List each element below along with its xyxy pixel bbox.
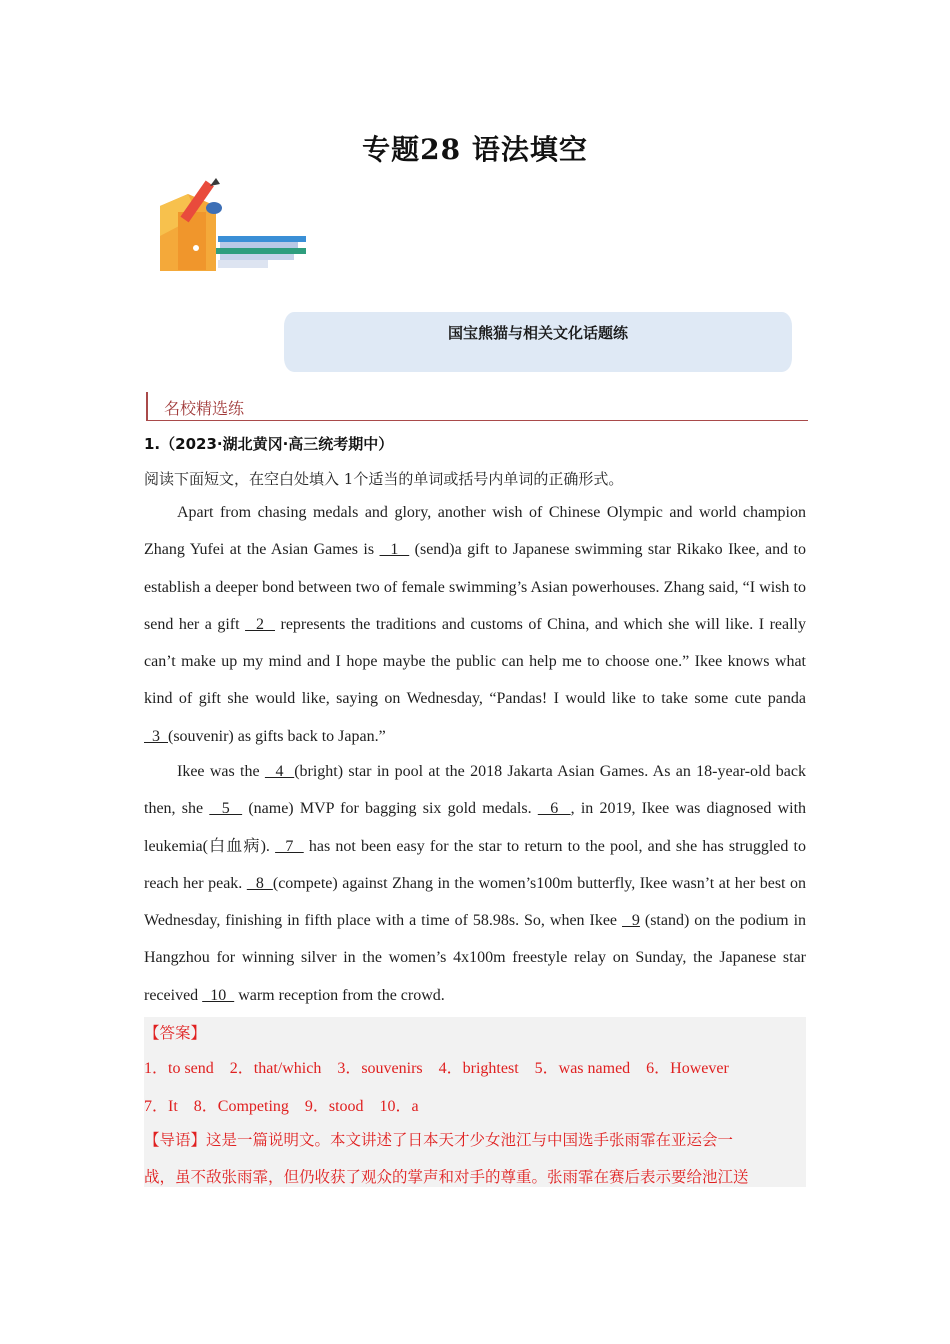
blank-10: 10	[202, 986, 235, 1004]
blank-2: 2	[245, 615, 276, 633]
topic-banner	[284, 312, 792, 372]
passage-paragraph-2	[144, 753, 806, 1014]
answer-key-line-1: 1．to send 2．that/which 3．souvenirs 4．brightest 5．was named 6．However	[144, 1060, 729, 1077]
passage-text: (souvenir) as gifts back to Japan.”	[168, 727, 386, 745]
answer-key-line-2: 7．It 8．Competing 9．stood 10．a	[144, 1098, 419, 1115]
passage-text: (send)a gift to Japanese swimming star Rikako Ikee, and to establish a deeper bond between two of female swimming’s Asian powerhouses. Zhang said, “I wish to send her a gift	[144, 541, 807, 633]
answer-section	[144, 1017, 806, 1187]
passage-text: represents the traditions and customs of China, and which she will like. I really can’t make up my mind and I hope maybe the public can help me to choose one.” Ikee knows what kind of gift she would like, saying on Wednesday, “Pandas! I would like to take some cute panda	[144, 615, 806, 708]
passage-text: Ikee was the	[177, 763, 265, 780]
passage-text: (bright) star in pool at the 2018 Jakarta Asian Games. As an 18-year-old back then, she	[144, 763, 807, 818]
section-title: 名校精选练	[164, 399, 245, 418]
books-pencil-illustration	[158, 176, 308, 272]
topic-banner-text: 国宝熊猫与相关文化话题练	[447, 324, 628, 342]
answer-label: 【答案】	[144, 1024, 207, 1042]
blank-6: 6	[537, 800, 571, 818]
blank-4: 4	[264, 763, 295, 780]
passage-text: (stand) on the podium in Hangzhou for winning silver in the women’s 4x100m freestyle relay on Sunday, the Japanese star received	[144, 912, 807, 1004]
passage-text: (compete) against Zhang in the women’s100m butterfly, Ikee wasn’t at her best on Wednesday, finishing in fifth place with a time of 58.98s. So, when Ikee	[144, 874, 807, 930]
passage-text: Apart from chasing medals and glory, another wish of Chinese Olympic and world champion Zhang Yufei at the Asian Games is	[144, 504, 806, 559]
section-header	[146, 392, 808, 421]
passage-text: warm reception from the crowd.	[234, 986, 445, 1004]
question-instruction: 阅读下面短文，在空白处填入 1个适当的单词或括号内单词的正确形式。	[144, 470, 624, 488]
blank-9: 9	[622, 912, 640, 930]
page-title: 专题28 语法填空	[362, 133, 588, 166]
blank-5: 5	[209, 800, 243, 818]
passage-text: (name) MVP for bagging six gold medals.	[242, 800, 538, 818]
blank-1: 1	[379, 541, 410, 559]
passage-text: has not been easy for the star to return to the pool, and she has struggled to reach her peak.	[144, 837, 806, 892]
passage-text: , in 2019, Ikee was diagnosed with leukemia(白血病).	[144, 800, 807, 855]
question-heading: 1.（2023·湖北黄冈·高三统考期中）	[144, 435, 394, 453]
guide-text-line-1: 【导语】这是一篇说明文。本文讲述了日本天才少女池江与中国选手张雨霏在亚运会一	[144, 1131, 734, 1149]
blank-3: 3	[144, 727, 168, 745]
blank-7: 7	[275, 837, 304, 855]
blank-8: 8	[246, 874, 273, 892]
passage-paragraph-1	[144, 494, 806, 755]
guide-text-line-2: 战，虽不敌张雨霏，但仍收获了观众的掌声和对手的尊重。张雨霏在赛后表示要给池江送	[144, 1168, 749, 1186]
